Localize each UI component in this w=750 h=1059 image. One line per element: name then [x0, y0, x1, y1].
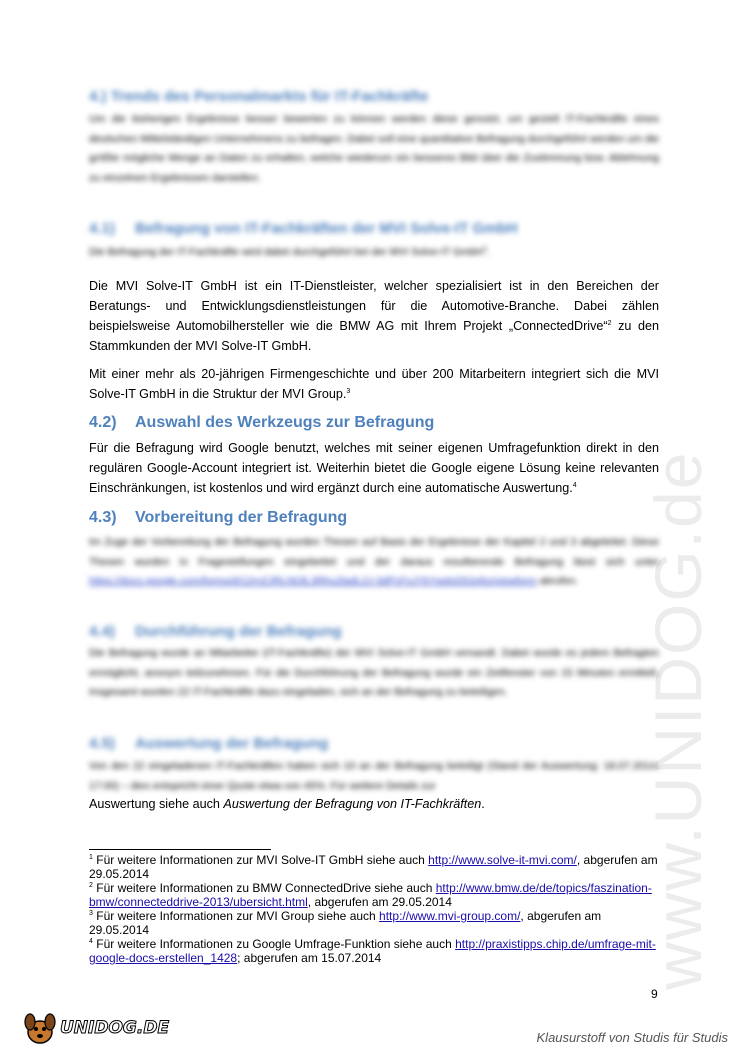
paragraph-text: .: [481, 797, 485, 811]
subsection-heading-4-2: [89, 414, 434, 432]
lead-text: Die Befragung der IT-Fachkräfte wird dabei durchgeführt bei der MVI Solve-IT GmbH: [89, 246, 484, 258]
footnote-text: , abgerufen am 29.05.2014: [89, 853, 658, 881]
footnote-number: 3: [89, 910, 93, 917]
subsection-number: 4.2): [89, 414, 117, 431]
emphasized-reference: Auswertung der Befragung von IT-Fachkräften: [223, 797, 482, 811]
subsection-title: Auswahl des Werkzeugs zur Befragung: [135, 414, 435, 431]
paragraph-text: Für die Befragung wird Google benutzt, welches mit seiner eigenen Umfragefunktion direkt in den regulären Google-Account integriert ist. Weiterhin bietet die Google eigene Lösung keine relevanten Einschränkungen, ist kostenlos und wird ergänzt durch eine automatische Auswertung.: [89, 441, 659, 495]
footnote-link[interactable]: http://www.solve-it-mvi.com/: [428, 853, 577, 867]
footnotes: [89, 853, 659, 965]
footnote-link[interactable]: http://www.mvi-group.com/: [379, 909, 521, 923]
paragraph-evaluation-end: [89, 794, 659, 814]
paragraph-mvi-history: [89, 364, 659, 404]
paragraph-text: Im Zuge der Vorbereitung der Befragung wurden Thesen auf Basis der Ergebnisse der Kapitel 2 und 3 abgeleitet. Diese Thesen wurden in Fragestellungen eingebettet und der daraus resultierende Befragung lässt sich unter: [89, 536, 659, 568]
footnote-link[interactable]: http://www.bmw.de/de/topics/faszination-bmw/connecteddrive-2013/ubersicht.html: [89, 881, 652, 909]
subsection-number: 4.4): [89, 623, 115, 640]
footnote-ref: 4: [572, 481, 577, 489]
watermark: www.UNIDOG.de: [641, 450, 715, 990]
paragraph-text: Auswertung siehe auch: [89, 797, 224, 811]
paragraph-execution: Die Befragung wurde an Mitarbeiter (IT-Fachkräfte) der MVI Solve-IT GmbH versandt. Dabei wurde es jedem Befragten ermöglicht, anonym teilzunehmen. Für die Durchführung der Befragung wurde ein Zeitfenster von 15 Minuten ermittelt. Insgesamt wurden 22 IT-Fachkräfte dazu eingeladen, sich an der Befragung zu beteiligen.: [89, 647, 659, 698]
footnote: [89, 853, 659, 881]
footer-tagline: Klausurstoff von Studis für Studis: [536, 1030, 728, 1045]
footnote-ref: 3: [346, 387, 351, 395]
paragraph-text: abrufen.: [539, 575, 579, 587]
footnote-text: , abgerufen am 29.05.2014: [307, 895, 452, 909]
paragraph-evaluation: Von den 22 eingeladenen IT-Fachkräften haben sich 10 an der Befragung beteiligt (Stand der Auswertung: 18.07.2014, 17:00) – dies entspricht einer Quote etwa von 45%. Für weitere Details zur: [89, 760, 659, 792]
paragraph-text: Die MVI Solve-IT GmbH ist ein IT-Dienstleister, welcher spezialisiert ist in den Bereichen der Beratungs- und Entwicklungsdienstleistungen für die Automotive-Branche. Dabei zählen beispielsweise Automobilhersteller wie die BMW AG mit Ihrem Projekt „ConnectedDrive“: [89, 279, 659, 333]
footnote: [89, 909, 659, 937]
subsection-number: 4.3): [89, 509, 117, 526]
survey-link[interactable]: https://docs.google.com/forms/d/12rnZJRLNOlL3Rhu2ladL2J-3dPcFsJYkYwdvD52q5o/viewform: [89, 575, 537, 587]
footnote-divider: [89, 849, 271, 850]
subsection-heading-4-4: [89, 623, 342, 640]
subsection-title: Befragung von IT-Fachkräften der MVI Solve-IT GmbH: [135, 220, 518, 237]
section-intro: Um die bisherigen Ergebnisse besser bewerten zu können werden diese genutzt, um gezielt IT-Fachkräfte eines deutschen Mittelständigen Unternehmens zu befragen. Dabei soll eine quantitative Befragung durchgeführt werden um die größte mögliche Menge an Daten zu erhalten, welche wiederum ein besseres Bild über die Zustimmung bzw. Ablehnung zu einzelnen Ergebnissen darstellen.: [89, 113, 659, 184]
footnote-ref: 2: [607, 319, 612, 327]
footnote-number: 2: [89, 882, 93, 889]
paragraph-tool: [89, 438, 659, 498]
section-heading: 4.) Trends des Personalmarkts für IT-Fachkräfte: [89, 88, 429, 105]
paragraph-mvi-intro: [89, 276, 659, 356]
page-number: 9: [651, 987, 658, 1001]
logo-text: UNIDOG.DE: [60, 1018, 170, 1038]
unidog-logo: [22, 1010, 170, 1050]
footnote-number: 4: [89, 938, 93, 945]
paragraph-text: Mit einer mehr als 20-jährigen Firmengeschichte und über 200 Mitarbeitern integriert sich die MVI Solve-IT GmbH in die Struktur der MVI Group.: [89, 367, 659, 401]
paragraph-text: zu den Stammkunden der MVI Solve-IT GmbH.: [89, 319, 660, 353]
subsection-heading-4-3: [89, 509, 347, 527]
paragraph-preparation: [89, 533, 659, 592]
subsection-number: 4.1): [89, 220, 115, 237]
subsection-number: 4.5): [89, 735, 115, 752]
footnote-ref: 1: [483, 245, 488, 253]
footnote-text: Für weitere Informationen zu Google Umfrage-Funktion siehe auch: [96, 937, 456, 951]
footnote-text: Für weitere Informationen zur MVI Solve-IT GmbH siehe auch: [96, 853, 429, 867]
footnote: [89, 937, 659, 965]
subsection-heading-4-1: [89, 220, 518, 237]
subsection-title: Auswertung der Befragung: [135, 735, 329, 752]
subsection-title: Durchführung der Befragung: [135, 623, 342, 640]
footnote-text: , abgerufen am 29.05.2014: [89, 909, 602, 937]
subsection-heading-4-5: [89, 735, 328, 752]
footnote-number: 1: [89, 854, 93, 861]
footnote-text: Für weitere Informationen zur MVI Group siehe auch: [96, 909, 380, 923]
footnote-text: Für weitere Informationen zu BMW ConnectedDrive siehe auch: [96, 881, 436, 895]
footnote-text: ; abgerufen am 15.07.2014: [237, 951, 382, 965]
subsection-title: Vorbereitung der Befragung: [135, 509, 348, 526]
footnote-link[interactable]: http://praxistipps.chip.de/umfrage-mit-google-docs-erstellen_1428: [89, 937, 656, 965]
subsection-lead: Die Befragung der IT-Fachkräfte wird dabei durchgeführt bei der MVI Solve-IT GmbH$^1$.: [89, 245, 491, 258]
footnote: [89, 881, 659, 909]
dog-icon: [22, 1010, 58, 1046]
